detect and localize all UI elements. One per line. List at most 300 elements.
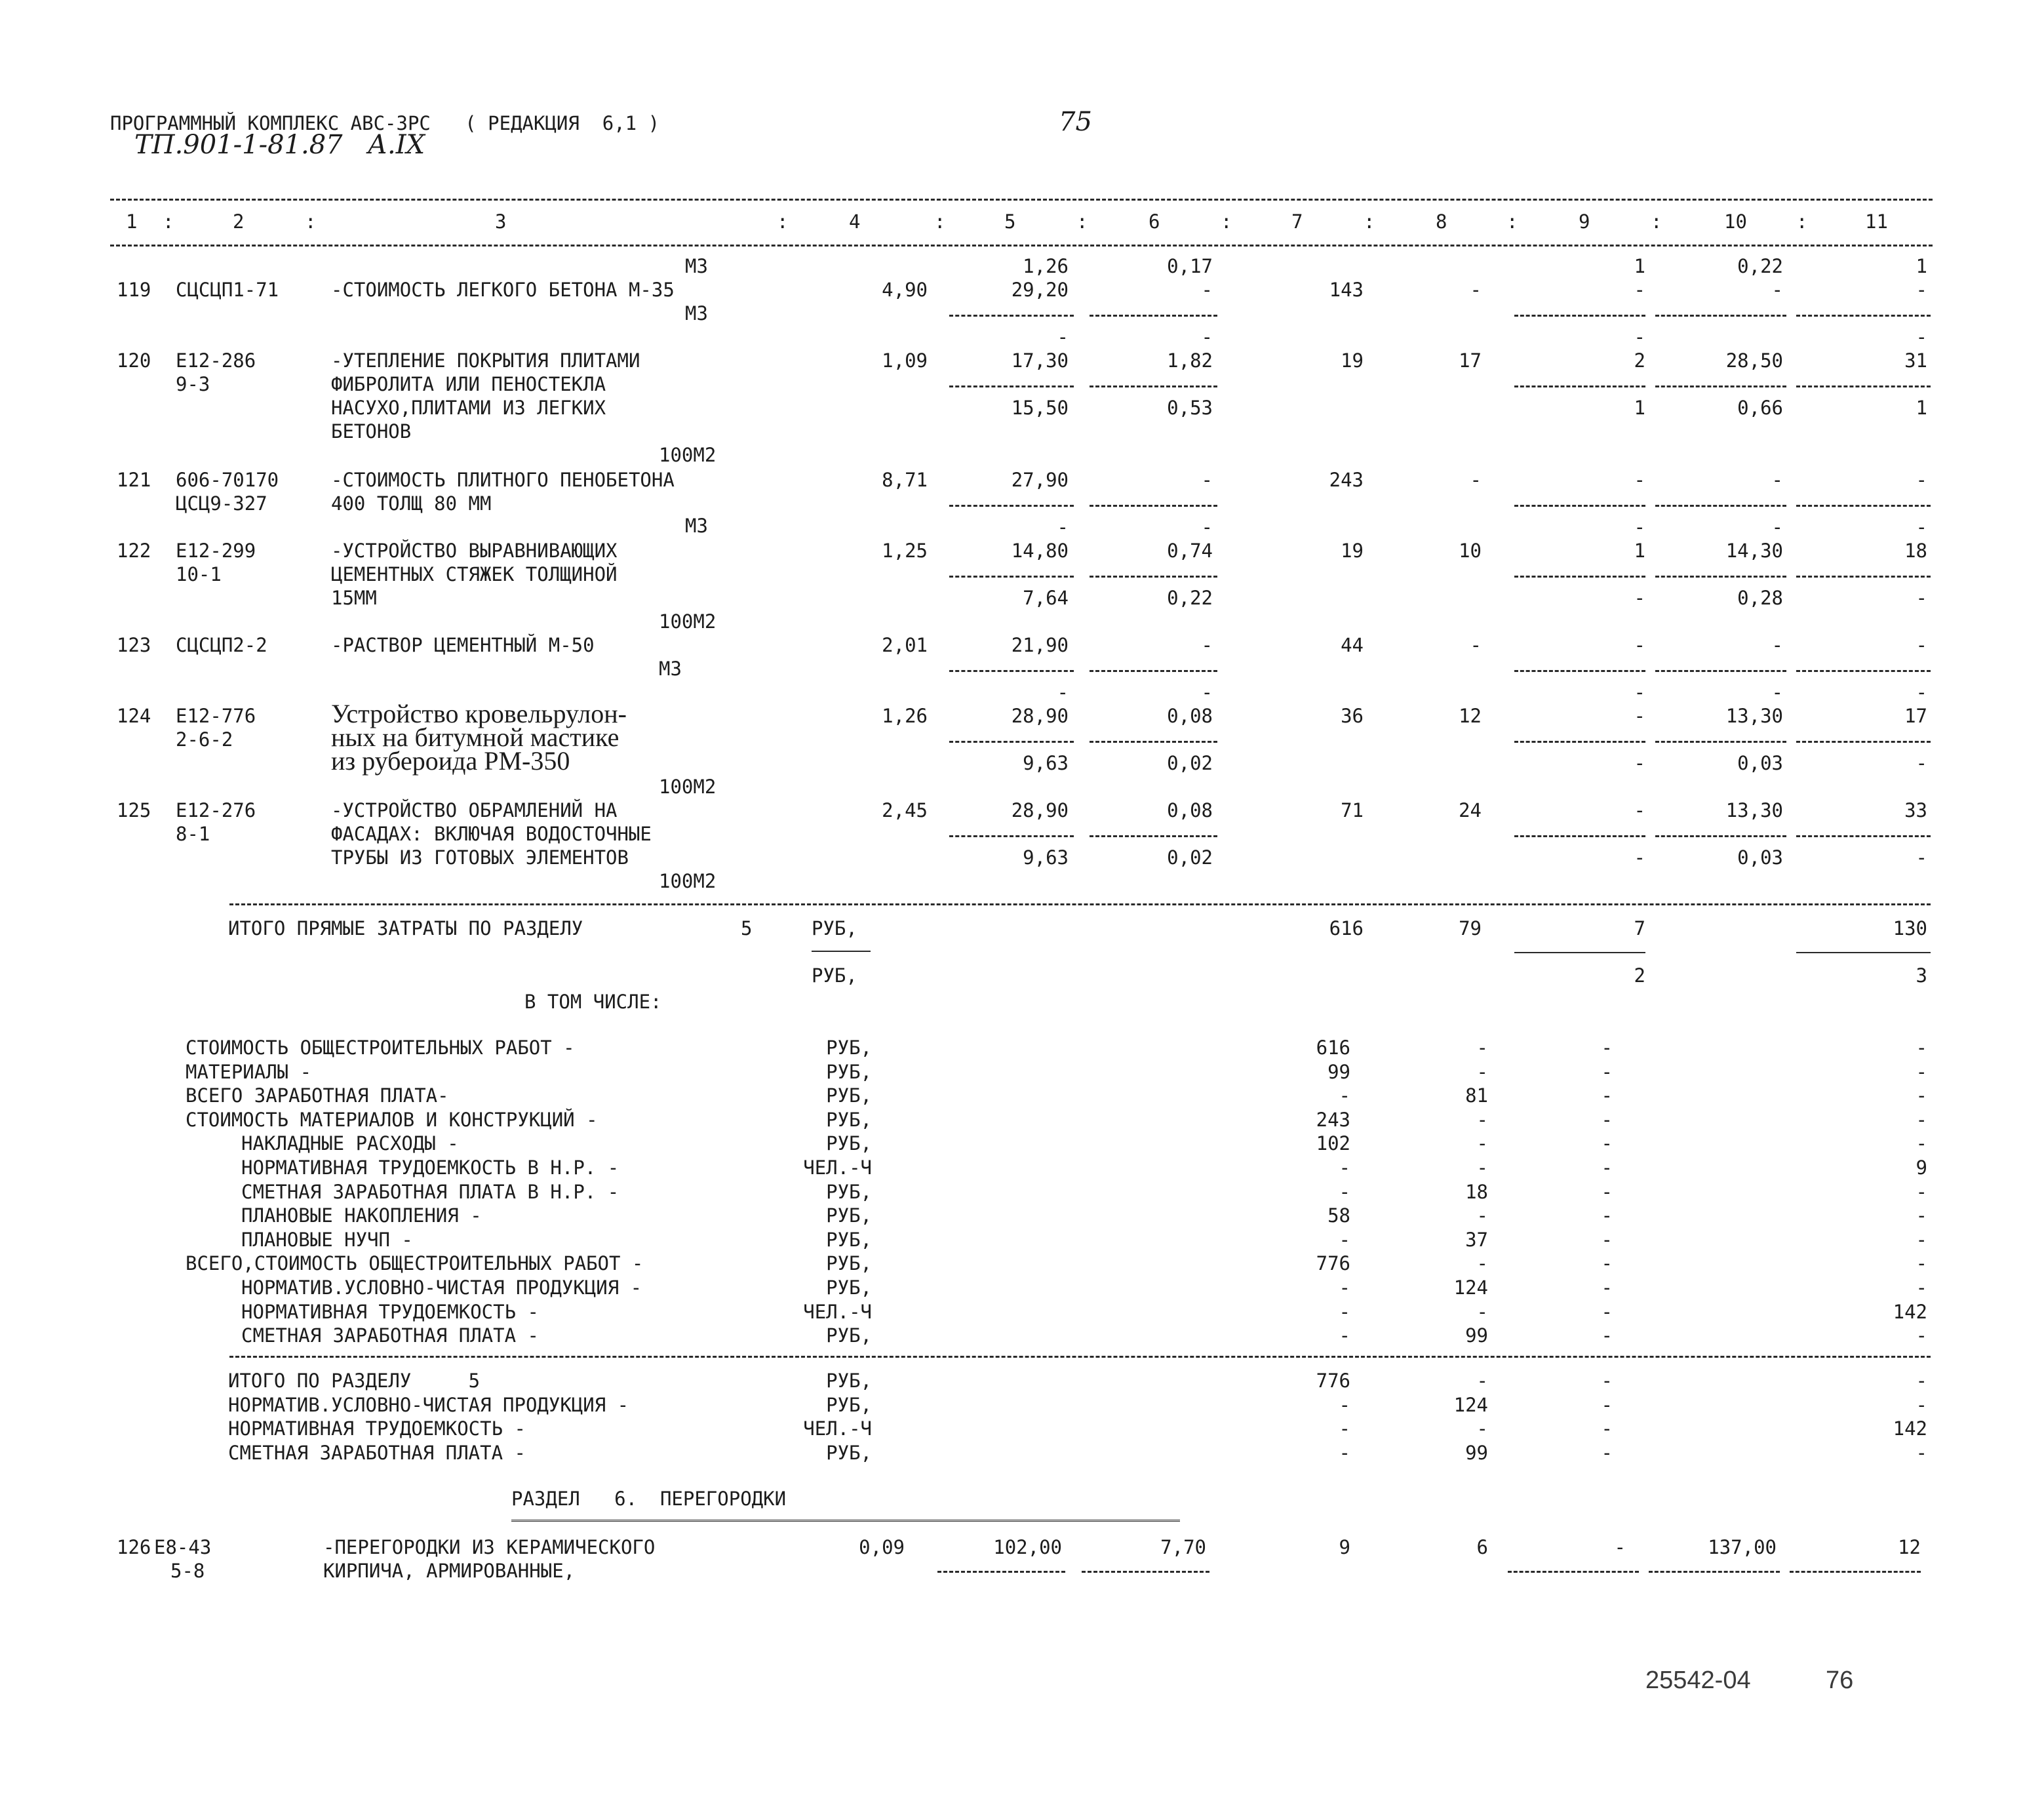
cell: - xyxy=(1601,1156,1613,1179)
cell: 21,90 xyxy=(1011,634,1069,656)
column-separator: : xyxy=(1796,210,1808,233)
cell: - xyxy=(1476,1108,1488,1131)
cell-divider xyxy=(1514,835,1645,837)
cell: - xyxy=(1916,1132,1927,1155)
cell: - xyxy=(1916,587,1927,609)
cell: - xyxy=(1339,1441,1350,1464)
cell: 13,30 xyxy=(1725,705,1783,727)
rate-code: СЦСЦП1-71 xyxy=(176,279,279,301)
cell: 9,63 xyxy=(1023,846,1069,869)
cell: 2 xyxy=(1634,349,1645,372)
cell: 1,26 xyxy=(1023,255,1069,277)
summary-unit: РУБ, xyxy=(826,1060,872,1083)
cell: 4,90 xyxy=(882,279,928,301)
cell: - xyxy=(1916,1180,1927,1203)
cell: - xyxy=(1601,1417,1613,1440)
work-description: -СТОИМОСТЬ ПЛИТНОГО ПЕНОБЕТОНА xyxy=(331,469,675,491)
cell-divider xyxy=(1796,385,1931,387)
summary-label: МАТЕРИАЛЫ - xyxy=(186,1060,312,1083)
cell: 18 xyxy=(1904,540,1927,562)
cell: - xyxy=(1339,1156,1350,1179)
summary-unit: РУБ, xyxy=(826,1132,872,1155)
summary-unit: РУБ, xyxy=(826,1037,872,1059)
cell: - xyxy=(1916,516,1927,538)
cell: - xyxy=(1476,1370,1488,1392)
cell-divider xyxy=(1514,576,1645,578)
cell: - xyxy=(1916,1276,1927,1299)
rate-code-sub: 5-8 xyxy=(170,1560,205,1582)
unit-label: 100М2 xyxy=(659,776,717,798)
cell: 2,45 xyxy=(882,799,928,821)
rate-code: Е12-286 xyxy=(176,349,256,372)
cell-divider xyxy=(949,670,1074,672)
cell: 243 xyxy=(1329,469,1364,491)
cell: 24 xyxy=(1459,799,1482,821)
cell-divider xyxy=(949,741,1074,743)
work-description: БЕТОНОВ xyxy=(331,420,412,443)
summary-label: СМЕТНАЯ ЗАРАБОТНАЯ ПЛАТА - xyxy=(241,1324,539,1347)
totals-unit: РУБ, xyxy=(812,964,857,987)
cell: - xyxy=(1470,634,1482,656)
summary-label: ИТОГО ПО РАЗДЕЛУ 5 xyxy=(228,1370,481,1392)
cell: - xyxy=(1476,1300,1488,1323)
work-description: 15ММ xyxy=(331,587,377,609)
cell: 7,70 xyxy=(1160,1536,1206,1558)
unit-label: М3 xyxy=(685,302,708,325)
rule xyxy=(229,1356,1931,1358)
cell: 1,25 xyxy=(882,540,928,562)
cell: 0,22 xyxy=(1167,587,1213,609)
cell: - xyxy=(1339,1300,1350,1323)
row-number: 122 xyxy=(117,540,151,562)
cell: 616 xyxy=(1316,1037,1350,1059)
cell: - xyxy=(1634,516,1645,538)
column-header: 11 xyxy=(1865,210,1888,233)
totals-unit: РУБ, xyxy=(812,917,857,939)
cell: - xyxy=(1201,681,1213,703)
summary-label: НОРМАТИВНАЯ ТРУДОЕМКОСТЬ В Н.Р. - xyxy=(241,1156,619,1179)
cell: - xyxy=(1601,1084,1613,1107)
cell: 27,90 xyxy=(1011,469,1069,491)
column-separator: : xyxy=(934,210,946,233)
work-description: -УСТРОЙСТВО ВЫРАВНИВАЮЩИХ xyxy=(331,540,618,562)
rate-code-sub: ЦСЦ9-327 xyxy=(176,492,267,515)
cell: - xyxy=(1339,1276,1350,1299)
cell: - xyxy=(1057,516,1069,538)
cell: 10 xyxy=(1459,540,1482,562)
rule xyxy=(229,903,1931,905)
cell-divider xyxy=(1514,670,1645,672)
cell-divider xyxy=(1514,505,1645,507)
cell: 17 xyxy=(1904,705,1927,727)
cell: - xyxy=(1601,1393,1613,1416)
cell: 1 xyxy=(1634,397,1645,419)
row-number: 124 xyxy=(117,705,151,727)
cell: - xyxy=(1916,1393,1927,1416)
cell-divider xyxy=(1796,741,1931,743)
cell-divider xyxy=(949,315,1074,317)
cell: - xyxy=(1339,1228,1350,1251)
cell: 1 xyxy=(1634,540,1645,562)
cell: 8,71 xyxy=(882,469,928,491)
summary-label: ВСЕГО ЗАРАБОТНАЯ ПЛАТА- xyxy=(186,1084,449,1107)
cell: - xyxy=(1339,1324,1350,1347)
summary-label: НОРМАТИВНАЯ ТРУДОЕМКОСТЬ - xyxy=(241,1300,539,1323)
cell: - xyxy=(1476,1156,1488,1179)
cell: 1 xyxy=(1916,397,1927,419)
cell: 1,09 xyxy=(882,349,928,372)
column-separator: : xyxy=(777,210,789,233)
cell-divider xyxy=(1796,505,1931,507)
summary-unit: ЧЕЛ.-Ч xyxy=(803,1156,872,1179)
cell: - xyxy=(1916,681,1927,703)
cell: 102 xyxy=(1316,1132,1350,1155)
cell: - xyxy=(1916,752,1927,774)
cell: - xyxy=(1634,846,1645,869)
unit-label: 100М2 xyxy=(659,610,717,633)
cell: - xyxy=(1339,1180,1350,1203)
cell: - xyxy=(1601,1132,1613,1155)
rule xyxy=(110,199,1933,201)
cell: - xyxy=(1339,1417,1350,1440)
cell: - xyxy=(1916,1060,1927,1083)
column-separator: : xyxy=(1651,210,1662,233)
cell: 9,63 xyxy=(1023,752,1069,774)
cell: - xyxy=(1601,1370,1613,1392)
column-separator: : xyxy=(1506,210,1518,233)
cell: - xyxy=(1634,326,1645,348)
cell: 776 xyxy=(1316,1252,1350,1275)
rate-code: Е12-299 xyxy=(176,540,256,562)
summary-label: СТОИМОСТЬ МАТЕРИАЛОВ И КОНСТРУКЦИЙ - xyxy=(186,1108,598,1131)
cell: - xyxy=(1201,634,1213,656)
cell: 99 xyxy=(1327,1060,1350,1083)
summary-label: СМЕТНАЯ ЗАРАБОТНАЯ ПЛАТА В Н.Р. - xyxy=(241,1180,619,1203)
summary-unit: РУБ, xyxy=(826,1370,872,1392)
cell: 28,90 xyxy=(1011,799,1069,821)
unit-label: 100М2 xyxy=(659,870,717,892)
cell: - xyxy=(1916,1324,1927,1347)
cell-divider xyxy=(1090,385,1217,387)
column-separator: : xyxy=(1076,210,1088,233)
cell: - xyxy=(1771,279,1783,301)
summary-unit: РУБ, xyxy=(826,1108,872,1131)
cell: - xyxy=(1634,634,1645,656)
cell: 17 xyxy=(1459,349,1482,372)
cell-divider xyxy=(1655,385,1786,387)
cell-divider xyxy=(1655,505,1786,507)
cell: 142 xyxy=(1893,1417,1927,1440)
cell: - xyxy=(1057,681,1069,703)
unit-label: М3 xyxy=(659,658,682,680)
work-description: НАСУХО,ПЛИТАМИ ИЗ ЛЕГКИХ xyxy=(331,397,606,419)
rule xyxy=(812,951,871,952)
cell: 19 xyxy=(1341,540,1364,562)
cell-divider xyxy=(1090,315,1217,317)
cell: 12 xyxy=(1459,705,1482,727)
cell: 0,22 xyxy=(1737,255,1783,277)
cell-divider xyxy=(1090,576,1217,578)
cell: 0,17 xyxy=(1167,255,1213,277)
summary-label: ВСЕГО,СТОИМОСТЬ ОБЩЕСТРОИТЕЛЬНЫХ РАБОТ - xyxy=(186,1252,644,1275)
cell: 19 xyxy=(1341,349,1364,372)
rate-code-sub: 10-1 xyxy=(176,563,222,585)
cell: - xyxy=(1476,1204,1488,1227)
cell: - xyxy=(1601,1441,1613,1464)
cell: 1,26 xyxy=(882,705,928,727)
cell-divider xyxy=(1796,835,1931,837)
subheading: В ТОМ ЧИСЛЕ: xyxy=(524,991,662,1013)
cell: - xyxy=(1916,1370,1927,1392)
cell: 0,66 xyxy=(1737,397,1783,419)
column-header: 2 xyxy=(233,210,245,233)
cell-divider xyxy=(949,505,1074,507)
summary-unit: РУБ, xyxy=(826,1084,872,1107)
cell: 9 xyxy=(1339,1536,1350,1558)
work-description: ТРУБЫ ИЗ ГОТОВЫХ ЭЛЕМЕНТОВ xyxy=(331,846,629,869)
row-number: 123 xyxy=(117,634,151,656)
cell: - xyxy=(1916,1037,1927,1059)
cell: 0,02 xyxy=(1167,752,1213,774)
column-header: 6 xyxy=(1149,210,1160,233)
column-header: 4 xyxy=(849,210,861,233)
cell: - xyxy=(1601,1252,1613,1275)
cell: 124 xyxy=(1453,1393,1488,1416)
summary-label: НАКЛАДНЫЕ РАСХОДЫ - xyxy=(241,1132,459,1155)
rule xyxy=(110,245,1933,247)
cell: 7 xyxy=(1634,917,1645,939)
cell: - xyxy=(1057,326,1069,348)
cell: 29,20 xyxy=(1011,279,1069,301)
row-number: 126 xyxy=(117,1536,151,1558)
totals-label: ИТОГО ПРЯМЫЕ ЗАТРАТЫ ПО РАЗДЕЛУ xyxy=(228,917,583,939)
cell: - xyxy=(1634,681,1645,703)
cell: 9 xyxy=(1916,1156,1927,1179)
work-description: 400 ТОЛЩ 80 ММ xyxy=(331,492,492,515)
column-separator: : xyxy=(163,210,174,233)
page-number: 75 xyxy=(1059,107,1092,137)
cell: 58 xyxy=(1327,1204,1350,1227)
cell: - xyxy=(1916,1252,1927,1275)
cell: - xyxy=(1771,681,1783,703)
cell: - xyxy=(1634,705,1645,727)
cell: 81 xyxy=(1465,1084,1488,1107)
summary-label: ПЛАНОВЫЕ НАКОПЛЕНИЯ - xyxy=(241,1204,482,1227)
summary-label: НОРМАТИВНАЯ ТРУДОЕМКОСТЬ - xyxy=(228,1417,526,1440)
cell: 17,30 xyxy=(1011,349,1069,372)
summary-label: СМЕТНАЯ ЗАРАБОТНАЯ ПЛАТА - xyxy=(228,1441,526,1464)
work-description: -УСТРОЙСТВО ОБРАМЛЕНИЙ НА xyxy=(331,799,618,821)
cell: - xyxy=(1476,1417,1488,1440)
cell: - xyxy=(1634,469,1645,491)
cell-divider xyxy=(1090,741,1217,743)
cell-divider xyxy=(1090,835,1217,837)
cell: 36 xyxy=(1341,705,1364,727)
column-separator: : xyxy=(1364,210,1375,233)
cell: 130 xyxy=(1893,917,1927,939)
rate-code: СЦСЦП2-2 xyxy=(176,634,267,656)
cell: 12 xyxy=(1898,1536,1921,1558)
cell: - xyxy=(1916,1108,1927,1131)
summary-unit: РУБ, xyxy=(826,1441,872,1464)
cell: - xyxy=(1201,469,1213,491)
cell: - xyxy=(1601,1060,1613,1083)
summary-unit: РУБ, xyxy=(826,1252,872,1275)
cell-divider xyxy=(949,835,1074,837)
cell: 102,00 xyxy=(993,1536,1062,1558)
rate-code: Е12-276 xyxy=(176,799,256,821)
cell: - xyxy=(1201,516,1213,538)
summary-unit: РУБ, xyxy=(826,1393,872,1416)
cell: 99 xyxy=(1465,1324,1488,1347)
cell: 776 xyxy=(1316,1370,1350,1392)
cell: - xyxy=(1614,1536,1626,1558)
cell: - xyxy=(1601,1228,1613,1251)
cell: - xyxy=(1601,1204,1613,1227)
cell: 0,03 xyxy=(1737,752,1783,774)
project-code: ТП.901-1-81.87 А.IX xyxy=(134,130,425,160)
column-header: 3 xyxy=(495,210,507,233)
cell: 0,09 xyxy=(859,1536,905,1558)
cell-divider xyxy=(949,576,1074,578)
cell: - xyxy=(1601,1180,1613,1203)
cell: 31 xyxy=(1904,349,1927,372)
cell: 14,30 xyxy=(1725,540,1783,562)
cell: 37 xyxy=(1465,1228,1488,1251)
cell-divider xyxy=(1655,670,1786,672)
cell: - xyxy=(1916,1084,1927,1107)
cell: 0,08 xyxy=(1167,799,1213,821)
cell-divider xyxy=(1796,576,1931,578)
cell: - xyxy=(1771,469,1783,491)
cell-divider xyxy=(1655,741,1786,743)
column-separator: : xyxy=(1221,210,1232,233)
cell: 0,74 xyxy=(1167,540,1213,562)
cell: - xyxy=(1634,799,1645,821)
cell: 2 xyxy=(1634,964,1645,987)
cell: - xyxy=(1634,279,1645,301)
cell: 3 xyxy=(1916,964,1927,987)
cell: 33 xyxy=(1904,799,1927,821)
cell: - xyxy=(1470,279,1482,301)
cell: 71 xyxy=(1341,799,1364,821)
cell: 28,50 xyxy=(1725,349,1783,372)
cell: 18 xyxy=(1465,1180,1488,1203)
cell-divider xyxy=(1796,315,1931,317)
cell: 99 xyxy=(1465,1441,1488,1464)
summary-unit: РУБ, xyxy=(826,1276,872,1299)
unit-label: М3 xyxy=(685,255,708,277)
cell-divider xyxy=(949,385,1074,387)
cell: 0,03 xyxy=(1737,846,1783,869)
cell: 0,02 xyxy=(1167,846,1213,869)
cell: - xyxy=(1916,469,1927,491)
summary-unit: РУБ, xyxy=(826,1228,872,1251)
row-number: 120 xyxy=(117,349,151,372)
cell: 143 xyxy=(1329,279,1364,301)
cell: 44 xyxy=(1341,634,1364,656)
row-number: 121 xyxy=(117,469,151,491)
cell: - xyxy=(1916,846,1927,869)
work-description: ных на битумной мастике xyxy=(331,722,619,752)
summary-unit: РУБ, xyxy=(826,1204,872,1227)
cell-divider xyxy=(1655,576,1786,578)
work-description: ФАСАДАХ: ВКЛЮЧАЯ ВОДОСТОЧНЫЕ xyxy=(331,823,652,845)
cell: - xyxy=(1916,279,1927,301)
cell: - xyxy=(1634,752,1645,774)
archive-stamp: 25542-04 xyxy=(1645,1667,1751,1694)
archive-page: 76 xyxy=(1826,1667,1854,1694)
work-description: Устройство кровельрулон- xyxy=(331,699,627,728)
work-description: ФИБРОЛИТА ИЛИ ПЕНОСТЕКЛА xyxy=(331,373,606,395)
totals-section: 5 xyxy=(741,917,753,939)
work-description: -СТОИМОСТЬ ЛЕГКОГО БЕТОНА М-35 xyxy=(331,279,675,301)
rate-code-sub: 8-1 xyxy=(176,823,210,845)
work-description: КИРПИЧА, АРМИРОВАННЫЕ, xyxy=(323,1560,576,1582)
cell: - xyxy=(1916,1204,1927,1227)
cell: 14,80 xyxy=(1011,540,1069,562)
cell-divider xyxy=(1655,835,1786,837)
section-title: РАЗДЕЛ 6. ПЕРЕГОРОДКИ xyxy=(511,1488,787,1510)
cell: - xyxy=(1916,1441,1927,1464)
summary-label: СТОИМОСТЬ ОБЩЕСТРОИТЕЛЬНЫХ РАБОТ - xyxy=(186,1037,575,1059)
cell-divider xyxy=(1514,385,1645,387)
cell: - xyxy=(1470,469,1482,491)
rate-code: Е12-776 xyxy=(176,705,256,727)
summary-unit: ЧЕЛ.-Ч xyxy=(803,1417,872,1440)
cell: 6 xyxy=(1476,1536,1488,1558)
cell: - xyxy=(1771,634,1783,656)
unit-label: М3 xyxy=(685,515,708,537)
work-description: ЦЕМЕНТНЫХ СТЯЖЕК ТОЛЩИНОЙ xyxy=(331,563,618,585)
cell: 0,53 xyxy=(1167,397,1213,419)
cell-divider xyxy=(1514,315,1645,317)
cell: 243 xyxy=(1316,1108,1350,1131)
cell: 124 xyxy=(1453,1276,1488,1299)
rate-code-sub: 9-3 xyxy=(176,373,210,395)
cell-divider xyxy=(1655,315,1786,317)
cell: 7,64 xyxy=(1023,587,1069,609)
work-description: -УТЕПЛЕНИЕ ПОКРЫТИЯ ПЛИТАМИ xyxy=(331,349,640,372)
rate-code: 606-70170 xyxy=(176,469,279,491)
cell: - xyxy=(1916,1228,1927,1251)
cell: 15,50 xyxy=(1011,397,1069,419)
cell-divider xyxy=(1090,670,1217,672)
cell: 79 xyxy=(1459,917,1482,939)
work-description: -РАСТВОР ЦЕМЕНТНЫЙ М-50 xyxy=(331,634,595,656)
cell: - xyxy=(1601,1324,1613,1347)
rule xyxy=(1796,952,1931,953)
column-header: 8 xyxy=(1436,210,1447,233)
cell: - xyxy=(1601,1300,1613,1323)
column-header: 5 xyxy=(1004,210,1016,233)
cell-divider xyxy=(1796,670,1931,672)
cell-divider xyxy=(1082,1571,1209,1573)
cell: - xyxy=(1601,1037,1613,1059)
cell: - xyxy=(1634,587,1645,609)
cell: 13,30 xyxy=(1725,799,1783,821)
cell-divider xyxy=(937,1571,1065,1573)
unit-label: 100М2 xyxy=(659,444,717,466)
cell: 142 xyxy=(1893,1300,1927,1323)
summary-unit: ЧЕЛ.-Ч xyxy=(803,1300,872,1323)
row-number: 119 xyxy=(117,279,151,301)
cell: - xyxy=(1339,1084,1350,1107)
cell: 1 xyxy=(1634,255,1645,277)
double-rule xyxy=(511,1520,1180,1522)
cell: 28,90 xyxy=(1011,705,1069,727)
rate-code-sub: 2-6-2 xyxy=(176,728,233,751)
